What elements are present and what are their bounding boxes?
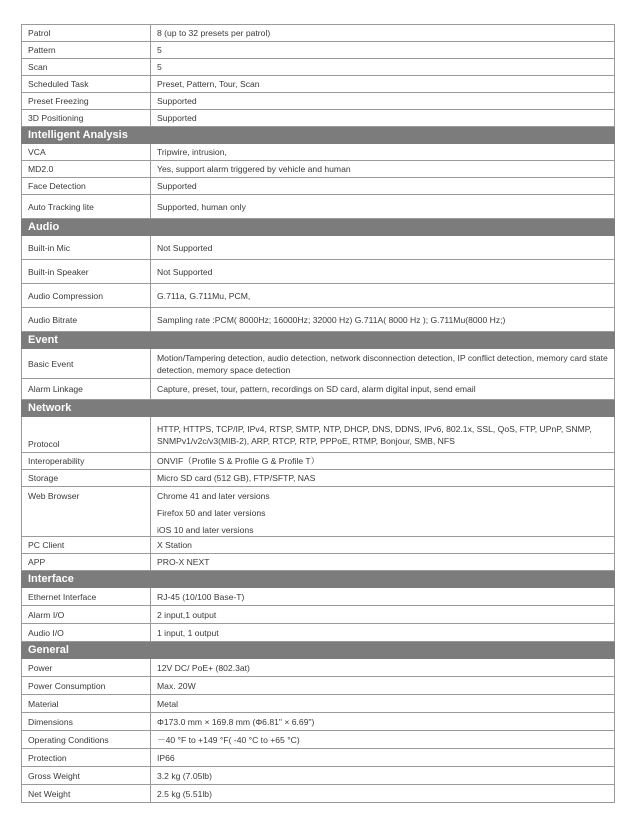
- spec-sheet: [21, 24, 615, 803]
- row-protection: [22, 749, 615, 767]
- spec-label: Preset Freezing: [22, 93, 151, 110]
- spec-label: Interoperability: [22, 453, 151, 470]
- spec-value-line: Capture, preset, tour, pattern, recordings on SD card, alarm digital input, send email: [157, 384, 476, 394]
- row-md20: [22, 161, 615, 178]
- spec-value-line: 1 input, 1 output: [157, 627, 219, 638]
- spec-value-line: G.711a, G.711Mu, PCM,: [157, 290, 251, 301]
- row-power-consumption: [22, 677, 615, 695]
- row-basic-event: [22, 349, 615, 379]
- row-audio-bitrate: [22, 308, 615, 332]
- spec-value-line: Yes, support alarm triggered by vehicle and human: [157, 164, 351, 174]
- row-scan: [22, 59, 615, 76]
- spec-label: Power: [22, 659, 151, 677]
- spec-label: Auto Tracking lite: [22, 195, 151, 219]
- spec-value: [151, 178, 615, 195]
- spec-label: APP: [22, 554, 151, 571]
- spec-value: [151, 260, 615, 284]
- row-material: [22, 695, 615, 713]
- row-alarm-linkage: [22, 379, 615, 400]
- spec-label: Protection: [22, 749, 151, 767]
- spec-label: Built-in Mic: [22, 236, 151, 260]
- row-3d-positioning: [22, 110, 615, 127]
- section-title: Intelligent Analysis: [22, 127, 615, 144]
- spec-value: [151, 144, 615, 161]
- row-preset-freezing: [22, 93, 615, 110]
- spec-label: Basic Event: [22, 349, 151, 379]
- section-event: [22, 332, 615, 349]
- spec-value-line: Tripwire, intrusion,: [157, 147, 227, 157]
- spec-value-line: PRO-X NEXT: [157, 557, 210, 567]
- spec-value: [151, 554, 615, 571]
- spec-value-line: X Station: [157, 540, 192, 550]
- spec-value-line: Supported, human only: [157, 201, 246, 212]
- row-vca: [22, 144, 615, 161]
- spec-value-line: Preset, Pattern, Tour, Scan: [157, 79, 260, 89]
- spec-label: Pattern: [22, 42, 151, 59]
- spec-value-line: Not Supported: [157, 242, 213, 253]
- row-power: [22, 659, 615, 677]
- spec-label: Audio I/O: [22, 624, 151, 642]
- spec-table: [21, 24, 615, 803]
- spec-value: [151, 161, 615, 178]
- spec-value-line: Chrome 41 and later versions: [157, 491, 270, 501]
- row-web-browser: [22, 487, 615, 537]
- row-net-weight: [22, 785, 615, 803]
- row-gross-weight: [22, 767, 615, 785]
- row-app: [22, 554, 615, 571]
- spec-value: [151, 713, 615, 731]
- spec-value-line: Supported: [157, 96, 197, 106]
- spec-value: [151, 42, 615, 59]
- spec-label: Audio Compression: [22, 284, 151, 308]
- spec-label: MD2.0: [22, 161, 151, 178]
- spec-value-line: 2 input,1 output: [157, 609, 217, 620]
- row-pattern: [22, 42, 615, 59]
- spec-value: [151, 588, 615, 606]
- spec-value-line: iOS 10 and later versions: [157, 525, 254, 535]
- spec-value-line: RJ-45 (10/100 Base-T): [157, 591, 245, 602]
- row-built-in-mic: [22, 236, 615, 260]
- spec-value: [151, 659, 615, 677]
- spec-value: [151, 59, 615, 76]
- spec-value-line: Micro SD card (512 GB), FTP/SFTP, NAS: [157, 473, 316, 483]
- row-scheduled-task: [22, 76, 615, 93]
- row-audio-io: [22, 624, 615, 642]
- spec-label: Web Browser: [22, 487, 151, 537]
- section-title: Network: [22, 400, 615, 417]
- spec-value: [151, 308, 615, 332]
- spec-value-line: Sampling rate :PCM( 8000Hz; 16000Hz; 32000 Hz) G.711A( 8000 Hz ); G.711Mu(8000 Hz;): [157, 314, 506, 325]
- spec-value: [151, 93, 615, 110]
- spec-value-line: 8 (up to 32 presets per patrol): [157, 28, 271, 38]
- row-built-in-speaker: [22, 260, 615, 284]
- spec-value-line: 3.2 kg (7.05lb): [157, 770, 212, 781]
- row-interoperability: [22, 453, 615, 470]
- spec-label: Net Weight: [22, 785, 151, 803]
- spec-value: [151, 284, 615, 308]
- section-intelligent-analysis: [22, 127, 615, 144]
- spec-label: Alarm I/O: [22, 606, 151, 624]
- section-general: [22, 642, 615, 659]
- spec-value: [151, 624, 615, 642]
- spec-value: [151, 379, 615, 400]
- spec-value: [151, 195, 615, 219]
- spec-label: Storage: [22, 470, 151, 487]
- spec-value: [151, 453, 615, 470]
- spec-value-line: 5: [157, 45, 162, 55]
- row-patrol: [22, 25, 615, 42]
- spec-label: Audio Bitrate: [22, 308, 151, 332]
- row-dimensions: [22, 713, 615, 731]
- spec-label: Scan: [22, 59, 151, 76]
- spec-value-line: IP66: [157, 752, 175, 763]
- section-interface: [22, 571, 615, 588]
- spec-label: PC Client: [22, 537, 151, 554]
- spec-value-line: Supported: [157, 113, 197, 123]
- spec-value: [151, 731, 615, 749]
- spec-value-line: 2.5 kg (5.51lb): [157, 788, 212, 799]
- spec-label: VCA: [22, 144, 151, 161]
- spec-value: [151, 606, 615, 624]
- spec-label: Face Detection: [22, 178, 151, 195]
- row-audio-compression: [22, 284, 615, 308]
- spec-value: [151, 677, 615, 695]
- row-auto-tracking-lite: [22, 195, 615, 219]
- spec-label: Material: [22, 695, 151, 713]
- spec-value-line: Firefox 50 and later versions: [157, 508, 266, 518]
- spec-value: [151, 25, 615, 42]
- spec-value: [151, 236, 615, 260]
- spec-value-line: Motion/Tampering detection, audio detection, network disconnection detection, IP conflict detection, memory card state detection, memory space detection: [157, 352, 608, 375]
- row-ethernet-interface: [22, 588, 615, 606]
- spec-value: [151, 110, 615, 127]
- spec-value: [151, 537, 615, 554]
- spec-label: Power Consumption: [22, 677, 151, 695]
- spec-value: [151, 487, 615, 537]
- spec-value-line: Φ173.0 mm × 169.8 mm (Φ6.81" × 6.69"): [157, 716, 315, 727]
- spec-value-line: 12V DC/ PoE+ (802.3at): [157, 662, 250, 673]
- spec-table-body: [22, 25, 615, 803]
- spec-label: Gross Weight: [22, 767, 151, 785]
- section-title: Interface: [22, 571, 615, 588]
- spec-value: [151, 785, 615, 803]
- spec-label: Patrol: [22, 25, 151, 42]
- spec-value-line: Not Supported: [157, 266, 213, 277]
- row-alarm-io: [22, 606, 615, 624]
- spec-value-line: －40 °F to +149 °F( -40 °C to +65 °C): [157, 734, 300, 745]
- spec-value: [151, 76, 615, 93]
- spec-value: [151, 349, 615, 379]
- spec-value: [151, 767, 615, 785]
- spec-value-line: Max. 20W: [157, 680, 196, 691]
- spec-label: Ethernet Interface: [22, 588, 151, 606]
- spec-value: [151, 417, 615, 453]
- section-network: [22, 400, 615, 417]
- spec-value-line: Supported: [157, 181, 197, 191]
- spec-value-line: HTTP, HTTPS, TCP/IP, IPv4, RTSP, SMTP, NTP, DHCP, DNS, DDNS, IPv6, 802.1x, SSL, QoS, FTP, UPnP, SNMP, SNMPv1/v2c/v3(MIB-2), ARP, RTCP, RTP, PPPoE, RTMP, Bonjour, SMB, NFS: [157, 423, 592, 446]
- spec-label: Dimensions: [22, 713, 151, 731]
- spec-value: [151, 695, 615, 713]
- spec-label: Scheduled Task: [22, 76, 151, 93]
- spec-label: Alarm Linkage: [22, 379, 151, 400]
- spec-label: Built-in Speaker: [22, 260, 151, 284]
- row-storage: [22, 470, 615, 487]
- row-pc-client: [22, 537, 615, 554]
- spec-value-line: ONVIF（Profile S & Profile G & Profile T）: [157, 456, 320, 466]
- section-audio: [22, 219, 615, 236]
- spec-label: Protocol: [22, 417, 151, 453]
- section-title: Event: [22, 332, 615, 349]
- row-operating-conditions: [22, 731, 615, 749]
- section-title: General: [22, 642, 615, 659]
- spec-value: [151, 749, 615, 767]
- spec-value: [151, 470, 615, 487]
- spec-value-line: Metal: [157, 698, 179, 709]
- spec-label: 3D Positioning: [22, 110, 151, 127]
- row-protocol: [22, 417, 615, 453]
- spec-value-line: 5: [157, 62, 162, 72]
- row-face-detection: [22, 178, 615, 195]
- spec-label: Operating Conditions: [22, 731, 151, 749]
- section-title: Audio: [22, 219, 615, 236]
